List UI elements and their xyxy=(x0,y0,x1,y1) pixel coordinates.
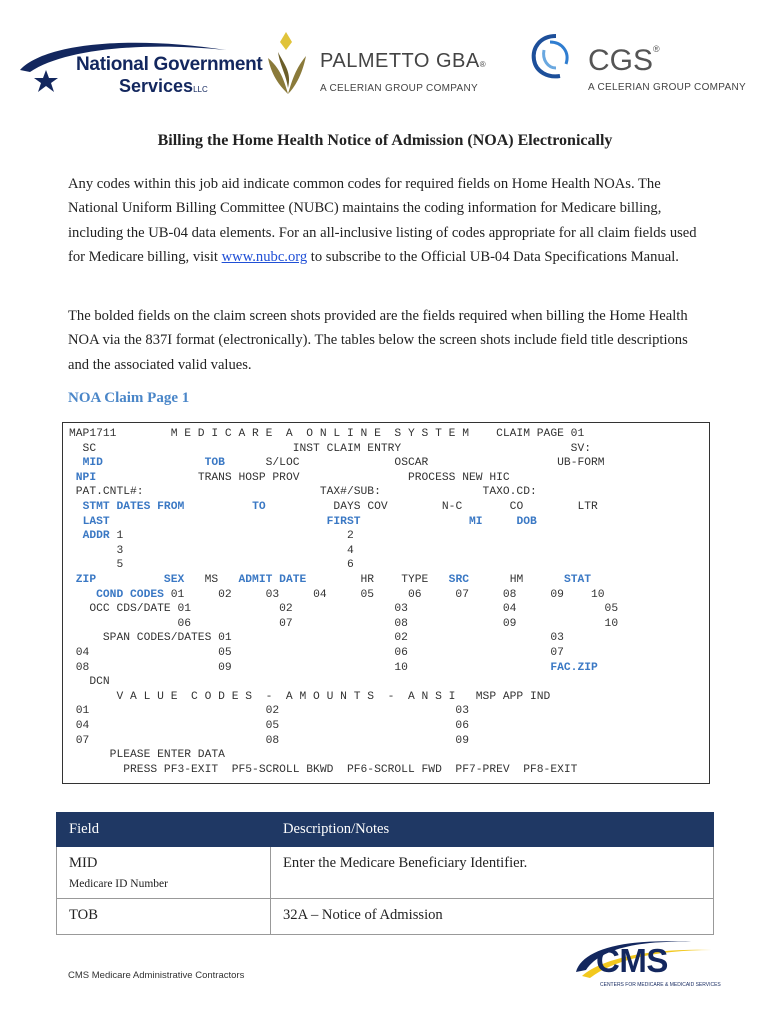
header-description: Description/Notes xyxy=(271,813,714,847)
screen-text xyxy=(110,516,327,528)
cgs-logo xyxy=(526,32,761,98)
nubc-link[interactable]: www.nubc.org xyxy=(221,249,308,266)
bolded-fields-paragraph: The bolded fields on the claim screen shots provided are the fields required when billing the Home Health NOA via the 837I format (electronically). The tables below the screen shots include field title descriptions and the associated valid values. xyxy=(68,308,688,373)
table-row xyxy=(57,899,714,935)
cgs-mark: ® xyxy=(653,44,660,54)
screen-text: MAP1711 M E D I C A R E A O N L I N E S Y S T E M CLAIM PAGE 01 xyxy=(69,428,585,440)
screen-line xyxy=(69,588,605,602)
required-field-label: TO xyxy=(252,501,266,513)
screen-line xyxy=(69,573,591,587)
cms-subtitle: CENTERS FOR MEDICARE & MEDICAID SERVICES xyxy=(600,982,721,988)
screen-text: 07 08 09 xyxy=(69,734,469,747)
screen-text: SPAN CODES/DATES 01 02 03 xyxy=(69,632,564,645)
screen-text: 01 02 03 xyxy=(69,705,469,718)
palmetto-logo xyxy=(262,28,512,100)
ngs-name-line2 xyxy=(119,76,208,97)
screen-line xyxy=(69,529,354,543)
field-subtitle: Medicare ID Number xyxy=(69,878,168,890)
screen-line xyxy=(69,661,598,675)
table-header-row xyxy=(57,813,714,847)
screen-line xyxy=(69,602,618,616)
intro-text: Any codes within this job aid indicate common codes for required fields on Home Health NOAs. The National Uniform Billing Committee (NUBC) maintains the coding information for Medicare billing, including the UB-04 data elements. For an all-inclusive listing of codes appropriate for all claim fields used for Medicare billing, visit xyxy=(68,176,697,266)
screen-line xyxy=(69,631,564,645)
screen-line xyxy=(69,544,354,558)
screen-text xyxy=(69,516,83,528)
screen-line xyxy=(69,515,537,529)
screen-line xyxy=(69,675,110,689)
screen-text xyxy=(483,516,517,528)
screen-text: OCC CDS/DATE 01 02 03 04 05 xyxy=(69,603,619,616)
screen-text xyxy=(69,501,83,513)
screen-text: 1 2 xyxy=(109,530,354,543)
footer-text: CMS Medicare Administrative Contractors xyxy=(68,970,245,981)
screen-line xyxy=(69,558,354,572)
screen-text: PRESS PF3-EXIT PF5-SCROLL BKWD PF6-SCROLL FWD PF7-PREV PF8-EXIT xyxy=(69,763,578,776)
screen-text: V A L U E C O D E S - A M O U N T S - A N S I MSP APP IND xyxy=(69,690,551,703)
required-field-label: LAST xyxy=(82,515,110,528)
required-field-label: ZIP xyxy=(75,574,97,586)
logo-bar xyxy=(0,26,770,106)
ngs-tm: LLC xyxy=(193,85,208,94)
ngs-name-services: Services xyxy=(119,76,194,96)
screen-line xyxy=(69,734,469,748)
screen-line xyxy=(69,704,469,718)
screen-text xyxy=(96,574,164,586)
screen-line xyxy=(69,471,510,485)
field-cell xyxy=(57,899,271,935)
cms-wordmark: CMS xyxy=(596,942,668,979)
field-name: TOB xyxy=(69,907,98,923)
palmetto-name-text: PALMETTO GBA xyxy=(320,50,480,72)
screen-text: 3 4 xyxy=(69,544,354,557)
screen-line xyxy=(69,690,550,704)
screen-text: 06 07 08 09 10 xyxy=(69,617,619,630)
required-field-label: SRC xyxy=(448,574,470,586)
screen-text xyxy=(69,589,96,601)
required-field-label: NPI xyxy=(75,471,97,484)
screen-text: HM xyxy=(469,574,564,586)
screen-text xyxy=(69,530,83,542)
intro-text-end: to subscribe to the Official UB-04 Data Specifications Manual. xyxy=(307,249,679,266)
ngs-logo xyxy=(16,36,263,96)
screen-line xyxy=(69,719,469,733)
ngs-name-line1: National Government xyxy=(76,54,263,75)
required-field-label: DOB xyxy=(516,515,537,528)
field-name: MID xyxy=(69,855,98,871)
screen-text: MS xyxy=(184,574,239,586)
screen-line xyxy=(69,763,577,777)
cgs-name xyxy=(588,44,660,78)
screen-text xyxy=(184,501,252,513)
screen-line xyxy=(69,617,618,631)
field-cell xyxy=(57,847,271,899)
required-field-label: SEX xyxy=(163,574,185,586)
screen-text: DAYS COV N-C CO LTR xyxy=(265,501,598,513)
screen-text: 01 02 03 04 05 06 07 08 09 10 xyxy=(163,588,605,601)
screen-line xyxy=(69,456,605,470)
required-field-label: MID xyxy=(82,457,103,470)
cgs-swirl-icon xyxy=(526,32,586,82)
screen-line xyxy=(69,427,584,441)
intro-paragraph xyxy=(68,172,703,270)
screen-text: 04 05 06 07 xyxy=(69,647,564,659)
claim-screen xyxy=(62,422,710,784)
header-field: Field xyxy=(57,813,271,847)
screen-text: 08 09 10 xyxy=(69,661,551,674)
required-field-label: FAC.ZIP xyxy=(550,661,598,674)
palmetto-leaf-icon xyxy=(262,28,318,100)
document-title: Billing the Home Health Notice of Admission (NOA) Electronically xyxy=(157,132,613,149)
screen-line xyxy=(69,442,591,456)
table-row xyxy=(57,847,714,899)
screen-line xyxy=(69,485,537,499)
screen-text xyxy=(103,457,205,469)
section-heading: NOA Claim Page 1 xyxy=(68,390,190,406)
description-cell: Enter the Medicare Beneficiary Identifier. xyxy=(271,847,714,899)
screen-text: S/LOC OSCAR UB-FORM xyxy=(224,457,605,470)
screen-text: 5 6 xyxy=(69,559,354,572)
screen-line xyxy=(69,748,225,762)
required-field-label: ADMIT DATE xyxy=(238,574,307,586)
screen-text: HR TYPE xyxy=(306,574,449,586)
screen-text: DCN xyxy=(69,676,110,689)
screen-line xyxy=(69,646,564,660)
required-field-label: MI xyxy=(469,515,483,528)
palmetto-name xyxy=(320,50,486,73)
screen-line xyxy=(69,500,598,514)
cms-logo xyxy=(572,936,722,996)
screen-text: TRANS HOSP PROV PROCESS NEW HIC xyxy=(96,471,510,484)
cgs-subtitle: A CELERIAN GROUP COMPANY xyxy=(588,82,746,93)
palmetto-subtitle: A CELERIAN GROUP COMPANY xyxy=(320,83,478,94)
description-cell: 32A – Notice of Admission xyxy=(271,899,714,935)
required-field-label: COND CODES xyxy=(96,588,164,601)
cgs-name-text: CGS xyxy=(588,44,654,77)
screen-text: PLEASE ENTER DATA xyxy=(69,749,225,762)
required-field-label: ADDR xyxy=(82,530,110,543)
screen-text: SC INST CLAIM ENTRY SV: xyxy=(69,442,592,455)
required-field-label: STAT xyxy=(563,574,592,586)
palmetto-mark: ® xyxy=(479,60,487,69)
screen-text xyxy=(69,457,83,469)
screen-text xyxy=(361,516,469,528)
required-field-label: FIRST xyxy=(326,515,361,528)
required-field-label: TOB xyxy=(204,457,225,470)
screen-text xyxy=(69,472,76,484)
screen-text: 04 05 06 xyxy=(69,720,469,732)
required-field-label: STMT DATES FROM xyxy=(82,501,185,513)
screen-text: PAT.CNTL#: TAX#/SUB: TAXO.CD: xyxy=(69,486,537,499)
field-table xyxy=(56,812,714,935)
screen-text xyxy=(69,574,76,586)
